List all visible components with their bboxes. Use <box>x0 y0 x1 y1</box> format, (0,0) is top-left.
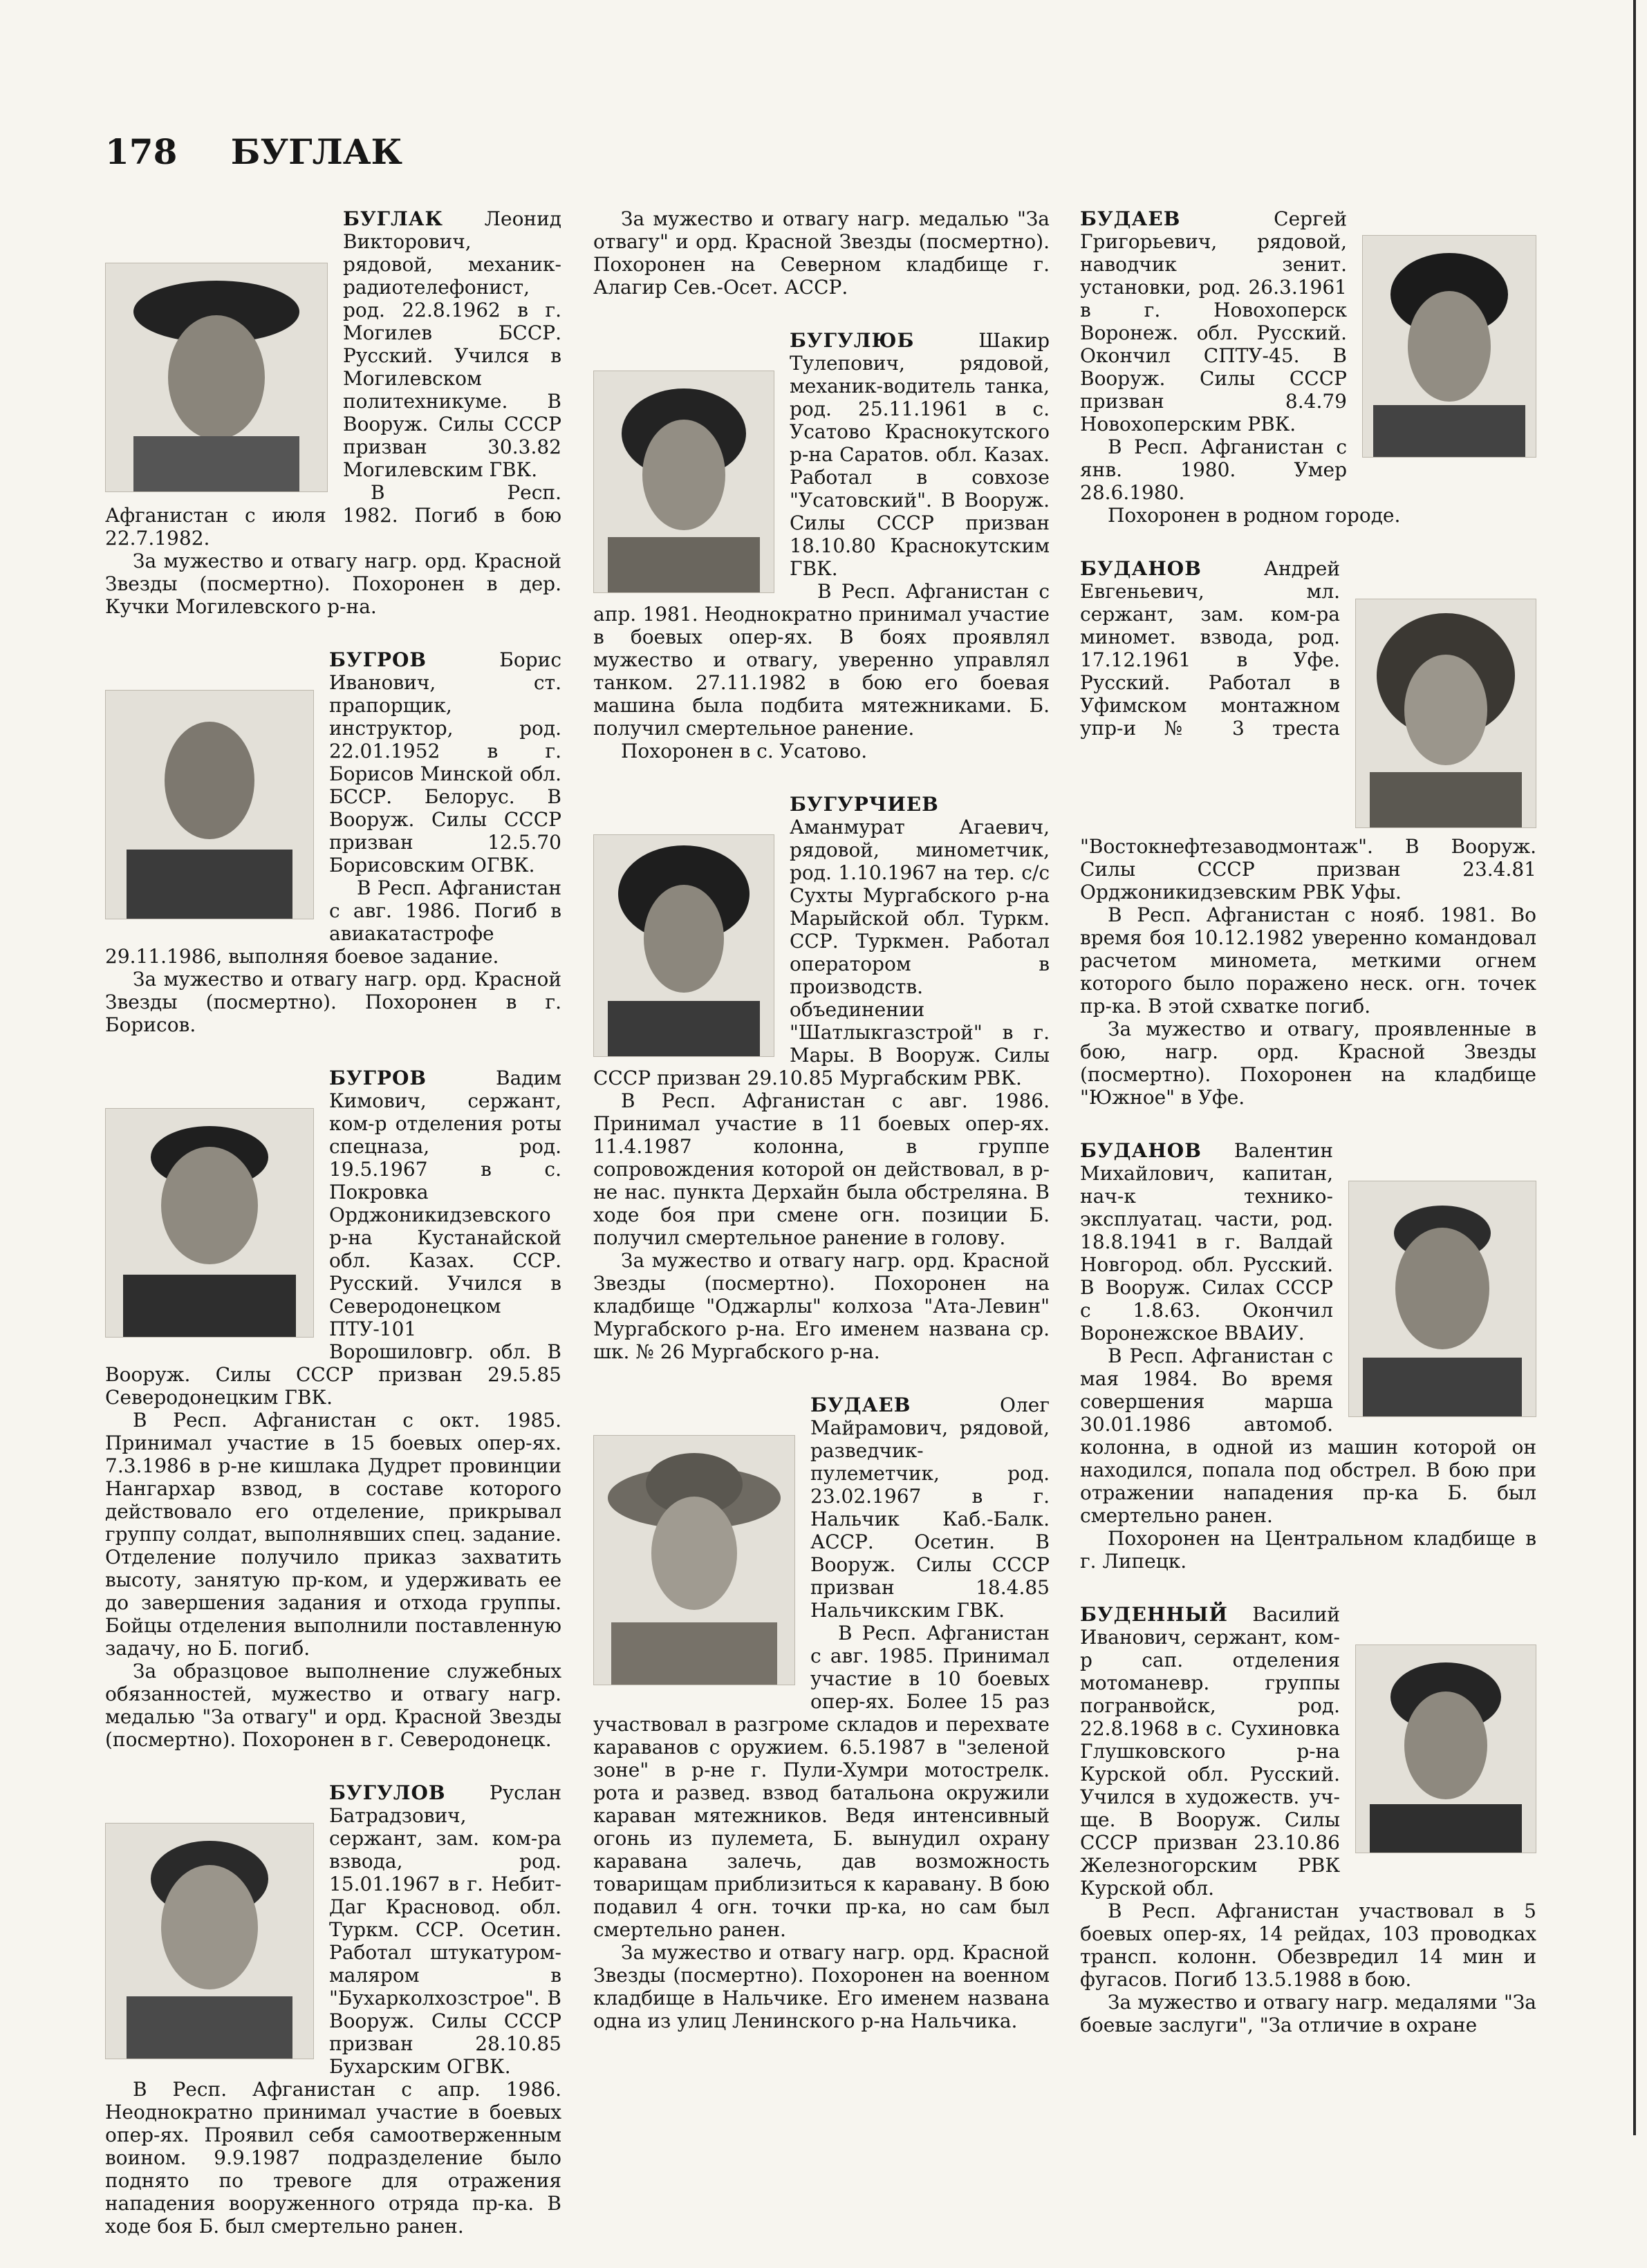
entry-paragraph: В Респ. Афганистан с мая 1984. Во время совершения марша 30.01.1986 автомоб. колонна, в одной из машин которой он находился, попала под обстрел. В бою при отражении нападения пр-ка Б. был смертельно ранен. <box>1080 1344 1536 1527</box>
entry-buglak <box>105 207 561 618</box>
entry-text: Василий Иванович, сержант, ком-р сап. отделения мотоманевр. группы погранвойск, род. 22.8.1968 в с. Сухиновка Глушковского р-на Курской обл. Русский. Учился в художеств. уч-ще. В Вооруж. Силы СССР призван 23.10.86 Железногорским РВК Курской обл. <box>1080 1603 1340 1900</box>
entry-paragraph: Похоронен в с. Усатово. <box>621 740 868 762</box>
column-2 <box>593 207 1050 2063</box>
running-title: БУГЛАК <box>230 131 403 172</box>
entry-paragraph: За образцовое выполнение служебных обязанностей, мужество и отвагу нагр. медалью "За отвагу" и орд. Красной Звезды (посмертно). Похоронен в г. Северодонецк. <box>105 1660 561 1751</box>
entry-paragraph: В Респ. Афганистан с авг. 1986. Принимал участие в 11 боевых опер-ях. 11.4.1987 колонна, в группе сопровождения которой он действовал, в р-не нас. пункта Дерхайн была обстреляна. В ходе боя при смене огн. позиции Б. получил смертельное ранение в голову. <box>593 1089 1050 1249</box>
entry-paragraph: За мужество и отвагу нагр. орд. Красной Звезды (посмертно). Похоронен в г. Борисов. <box>105 968 561 1036</box>
entry-surname: БУГРОВ <box>329 1067 427 1089</box>
entry-surname: БУГЛАК <box>343 207 444 230</box>
portrait-drawing <box>105 1823 314 2059</box>
entry-text: Андрей Евгеньевич, мл. сержант, зам. ком-ра миномет. взвода, род. 17.12.1961 в Уфе. Русский. Работал в Уфимском монтажном упр-и № 3 треста "Востокнефтезаводмонтаж". В Вооруж. Силы СССР призван 23.4.81 Орджоникидзевским РВК Уфы. <box>1080 557 1536 903</box>
portrait-officer <box>105 690 314 919</box>
entry-paragraph: В Респ. Афганистан с авг. 1986. Погиб в авиакатастрофе 29.11.1986, выполняя боевое задание. <box>105 877 561 968</box>
entry-surname: БУГУЛОВ <box>329 1781 446 1804</box>
entry-text: Олег Майрамович, рядовой, разведчик-пулеметчик, род. 23.02.1967 в г. Нальчик Каб.-Балк. АССР. Осетин. В Вооруж. Силы СССР призван 18.4.85 Нальчикским ГВК. <box>810 1394 1050 1622</box>
entry-text: Сергей Григорьевич, рядовой, наводчик зенит. установки, род. 26.3.1961 в г. Новохоперск Воронеж. обл. Русский. Окончил СПТУ-45. В Вооруж. Силы СССР призван 8.4.79 Новохоперским РВК. <box>1080 207 1347 435</box>
entry-surname: БУДЕННЫЙ <box>1080 1603 1228 1626</box>
entry-bugrov-boris <box>105 648 561 1036</box>
entry-paragraph: За мужество и отвагу нагр. орд. Красной Звезды (посмертно). Похоронен в дер. Кучки Могилевского р-на. <box>105 550 561 618</box>
column-1 <box>105 207 561 2268</box>
portrait-panama-hat <box>593 1435 795 1685</box>
entry-paragraph: Похоронен на Центральном кладбище в г. Липецк. <box>1080 1527 1536 1573</box>
portrait-soldier-cap <box>105 263 328 492</box>
portrait-suit <box>105 1108 314 1338</box>
entry-text: Аманмурат Агаевич, рядовой, минометчик, род. 1.10.1967 на тер. с/с Сухты Мургабского р-на Марыйской обл. Туркм. ССР. Туркмен. Работал оператором в производств. объединении "Шатлыкгазстрой" в г. Мары. В Вооруж. Силы СССР призван 29.10.85 Мургабским РВК. <box>593 816 1050 1089</box>
entry-budaev-sergei <box>1080 207 1536 527</box>
entry-paragraph: За мужество и отвагу нагр. медалью "За отвагу" и орд. Красной Звезды (посмертно). Похоронен на Северном кладбище г. Алагир Сев.-Осет. АССР. <box>593 207 1050 299</box>
entry-bugurchiev <box>593 793 1050 1363</box>
entry-paragraph: В Респ. Афганистан с апр. 1986. Неоднократно принимал участие в боевых опер-ях. Проявил себя самоотверженным воином. 9.9.1987 подразделение было поднято по тревоге для отражения нападения вооруженного отряда пр-ка. В ходе боя Б. был смертельно ранен. <box>105 2078 561 2238</box>
entry-paragraph: Похоронен в родном городе. <box>1108 504 1401 527</box>
entry-paragraph: В Респ. Афганистан с авг. 1985. Принимал участие в 10 боевых опер-ях. Более 15 раз участвовал в разгроме складов и перехвате караванов с оружием. 6.5.1987 в "зеленой зоне" в р-не г. Пули-Хумри мотострелк. рота и развед. взвод батальона окружили караван мятежников. Ведя интенсивный огонь из пулемета, Б. вынудил охрану каравана залечь, дав возможность товарищам приблизиться к каравану. В бою подавил 4 огн. точки пр-ка, но сам был смертельно ранен. <box>593 1622 1050 1941</box>
entry-bugulov-continued <box>593 207 1050 299</box>
portrait-budenny <box>1355 1644 1536 1853</box>
entry-budanov-andrei <box>1080 557 1536 1109</box>
entry-surname: БУГРОВ <box>329 648 427 671</box>
entry-paragraph: За мужество и отвагу нагр. орд. Красной Звезды (посмертно). Похоронен на кладбище "Оджарлы" колхоза "Ата-Левин" Мургабского р-на. Его именем названа ср. шк. № 26 Мургабского р-на. <box>593 1249 1050 1363</box>
entry-surname: БУДАЕВ <box>810 1394 911 1416</box>
entry-text: Вадим Кимович, сержант, ком-р отделения роты спецназа, род. 19.5.1967 в с. Покровка Орджоникидзевского р-на Кустанайской обл. Казах. ССР. Русский. Учился в Северодонецком ПТУ-101 Ворошиловгр. обл. В Вооруж. Силы СССР призван 29.5.85 Северодонецким ГВК. <box>105 1067 561 1409</box>
portrait-winter-hat <box>1362 235 1536 458</box>
page-header <box>105 131 402 172</box>
entry-text: Леонид Викторович, рядовой, механик-радиотелефонист, род. 22.8.1962 в г. Могилев БССР. Русский. Учился в Могилевском политехникуме. В Вооруж. Силы СССР призван 30.3.82 Могилевским ГВК. <box>343 207 561 481</box>
entry-bugrov-vadim <box>105 1067 561 1751</box>
entry-paragraph: За мужество и отвагу нагр. медалями "За боевые заслуги", "За отличие в охране <box>1080 1991 1536 2036</box>
entry-surname: БУДАНОВ <box>1080 557 1202 580</box>
column-3 <box>1080 207 1536 2067</box>
entry-surname: БУГУРЧИЕВ <box>790 793 939 816</box>
entry-text: Борис Иванович, ст. прапорщик, инструктор, род. 22.01.1952 в г. Борисов Минской обл. БССР. Белорус. В Вооруж. Силы СССР призван 12.5.70 Борисовским ОГВК. <box>329 648 561 877</box>
entry-text: Руслан Батрадзович, сержант, зам. ком-ра взвода, род. 15.01.1967 в г. Небит-Даг Красновод. обл. Туркм. ССР. Осетин. Работал штукатуром-маляром в "Бухарколхозстрое". В Вооруж. Силы СССР призван 28.10.85 Бухарским ОГВК. <box>329 1781 561 2078</box>
entry-paragraph: В Респ. Афганистан с янв. 1980. Умер 28.6.1980. <box>1080 435 1347 504</box>
page-edge-line <box>1633 0 1636 2135</box>
entry-paragraph: В Респ. Афганистан участвовал в 5 боевых опер-ях, 14 рейдах, 103 проводках трансп. колонн. Обезвредил 14 мин и фугасов. Погиб 13.5.1988 в бою. <box>1080 1900 1536 1991</box>
portrait-long-hair <box>1355 599 1536 828</box>
entry-bugulov <box>105 1781 561 2238</box>
entry-text: Валентин Михайлович, капитан, нач-к технико-эксплуатац. части, род. 18.8.1941 в г. Валдай Новгород. обл. Русский. В Вооруж. Силах СССР с 1.8.63. Окончил Воронежское ВВАИУ. <box>1080 1139 1333 1344</box>
portrait-captain <box>1348 1181 1536 1417</box>
entry-budenny <box>1080 1603 1536 2036</box>
entry-paragraph: В Респ. Афганистан с нояб. 1981. Во время боя 10.12.1982 уверенно командовал расчетом миномета, меткими огнем которого было поражено неск. огн. точек пр-ка. В этой схватке погиб. <box>1080 903 1536 1018</box>
entry-surname: БУДАЕВ <box>1080 207 1181 230</box>
entry-paragraph: В Респ. Афганистан с апр. 1981. Неоднократно принимал участие в боевых опер-ях. В боях проявлял мужество и отвагу, уверенно управлял танком. 27.11.1982 в бою его боевая машина была подбита мятежниками. Б. получил смертельное ранение. <box>593 580 1050 740</box>
entry-budanov-valentin <box>1080 1139 1536 1573</box>
entry-paragraph: За мужество и отвагу нагр. орд. Красной Звезды (посмертно). Похоронен на военном кладбище в Нальчике. Его именем названа одна из улиц Ленинского р-на Нальчика. <box>593 1941 1050 2032</box>
page-number: 178 <box>105 131 178 172</box>
entry-surname: БУГУЛЮБ <box>790 329 915 352</box>
entry-surname: БУДАНОВ <box>1080 1139 1202 1162</box>
entry-bugulyub <box>593 329 1050 762</box>
entry-paragraph: В Респ. Афганистан с окт. 1985. Принимал участие в 15 боевых опер-ях. 7.3.1986 в р-не кишлака Дудрет провинции Нангархар взвод, в составе которого действовало его отделение, прикрывал группу солдат, выполнявших спец. задание. Отделение получило приказ захватить высоту, занятую пр-ком, и удерживать ее до завершения задания и отхода группы. Бойцы отделения выполнили поставленную задачу, но Б. погиб. <box>105 1409 561 1660</box>
entry-paragraph: За мужество и отвагу, проявленные в бою, нагр. орд. Красной Звезды (посмертно). Похоронен на кладбище "Южное" в Уфе. <box>1080 1018 1536 1109</box>
entry-paragraph: В Респ. Афганистан с июля 1982. Погиб в бою 22.7.1982. <box>105 481 561 550</box>
entry-text: Шакир Тулепович, рядовой, механик-водитель танка, род. 25.11.1961 в с. Усатово Краснокутского р-на Саратов. обл. Казах. Работал в совхозе "Усатовский". В Вооруж. Силы СССР призван 18.10.80 Краснокутским ГВК. <box>790 329 1050 580</box>
portrait-young-man <box>593 371 774 593</box>
entry-budaev-oleg <box>593 1394 1050 2032</box>
portrait-young-man-2 <box>593 834 774 1057</box>
